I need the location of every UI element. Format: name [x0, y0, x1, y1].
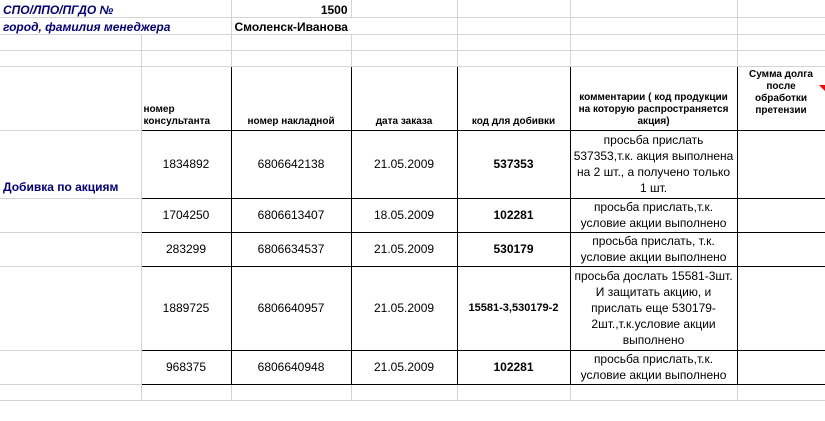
- table-row: [0, 232, 825, 266]
- cell-comment[interactable]: просьба прислать 537353,т.к. акция выполнена на 2 шт., а получено только 1 шт.: [570, 130, 737, 198]
- cell-debt[interactable]: [737, 350, 825, 384]
- section-label[interactable]: Добивка по акциям: [0, 130, 141, 198]
- cell-consultant[interactable]: 1704250: [141, 198, 231, 232]
- cell-invoice[interactable]: 6806613407: [231, 198, 351, 232]
- cell-comment[interactable]: просьба прислать,т.к. условие акции выполнено: [570, 198, 737, 232]
- header-row: [0, 66, 825, 130]
- table-row: [0, 130, 825, 198]
- col-consultant[interactable]: номер консультанта: [141, 66, 231, 130]
- cell-consultant[interactable]: 1834892: [141, 130, 231, 198]
- cell-invoice[interactable]: 6806642138: [231, 130, 351, 198]
- cell-invoice[interactable]: 6806640948: [231, 350, 351, 384]
- comment-indicator[interactable]: [819, 85, 825, 91]
- row-spo: [0, 0, 825, 17]
- cell-consultant[interactable]: 1889725: [141, 266, 231, 350]
- col-debt[interactable]: Сумма долга после обработки претензии: [737, 66, 825, 130]
- col-code[interactable]: код для добивки: [457, 66, 570, 130]
- cell-code[interactable]: 102281: [457, 350, 570, 384]
- cell-code[interactable]: 15581-3,530179-2: [457, 266, 570, 350]
- cell-consultant[interactable]: 968375: [141, 350, 231, 384]
- spo-value[interactable]: 1500: [231, 0, 351, 17]
- cell-code[interactable]: 102281: [457, 198, 570, 232]
- col-comment[interactable]: комментарии ( код продукции на которую распространяется акция): [570, 66, 737, 130]
- table-row: [0, 198, 825, 232]
- cell-debt[interactable]: [737, 198, 825, 232]
- row-city: [0, 17, 825, 34]
- cell-date[interactable]: 21.05.2009: [351, 130, 457, 198]
- cell-date[interactable]: 21.05.2009: [351, 266, 457, 350]
- cell-invoice[interactable]: 6806634537: [231, 232, 351, 266]
- col-date[interactable]: дата заказа: [351, 66, 457, 130]
- cell-debt[interactable]: [737, 232, 825, 266]
- cell-consultant[interactable]: 283299: [141, 232, 231, 266]
- city-label[interactable]: город, фамилия менеджера: [0, 17, 231, 34]
- cell-date[interactable]: 21.05.2009: [351, 232, 457, 266]
- cell-comment[interactable]: просьба прислать,т.к. условие акции выполнено: [570, 350, 737, 384]
- cell-code[interactable]: 530179: [457, 232, 570, 266]
- city-value[interactable]: Смоленск-Иванова: [231, 17, 457, 34]
- cell-date[interactable]: 21.05.2009: [351, 350, 457, 384]
- cell-comment[interactable]: просьба прислать, т.к. условие акции выполнено: [570, 232, 737, 266]
- cell-date[interactable]: 18.05.2009: [351, 198, 457, 232]
- cell-comment[interactable]: просьба дослать 15581-3шт. И защитать акцию, и прислать еще 530179-2шт.,т.к.условие акции выполнено: [570, 266, 737, 350]
- cell-code[interactable]: 537353: [457, 130, 570, 198]
- col-invoice[interactable]: номер накладной: [231, 66, 351, 130]
- spo-label[interactable]: СПО/ЛПО/ПГДО №: [0, 0, 231, 17]
- cell-debt[interactable]: [737, 130, 825, 198]
- cell-invoice[interactable]: 6806640957: [231, 266, 351, 350]
- cell-debt[interactable]: [737, 266, 825, 350]
- table-row: [0, 350, 825, 384]
- table-row: [0, 266, 825, 350]
